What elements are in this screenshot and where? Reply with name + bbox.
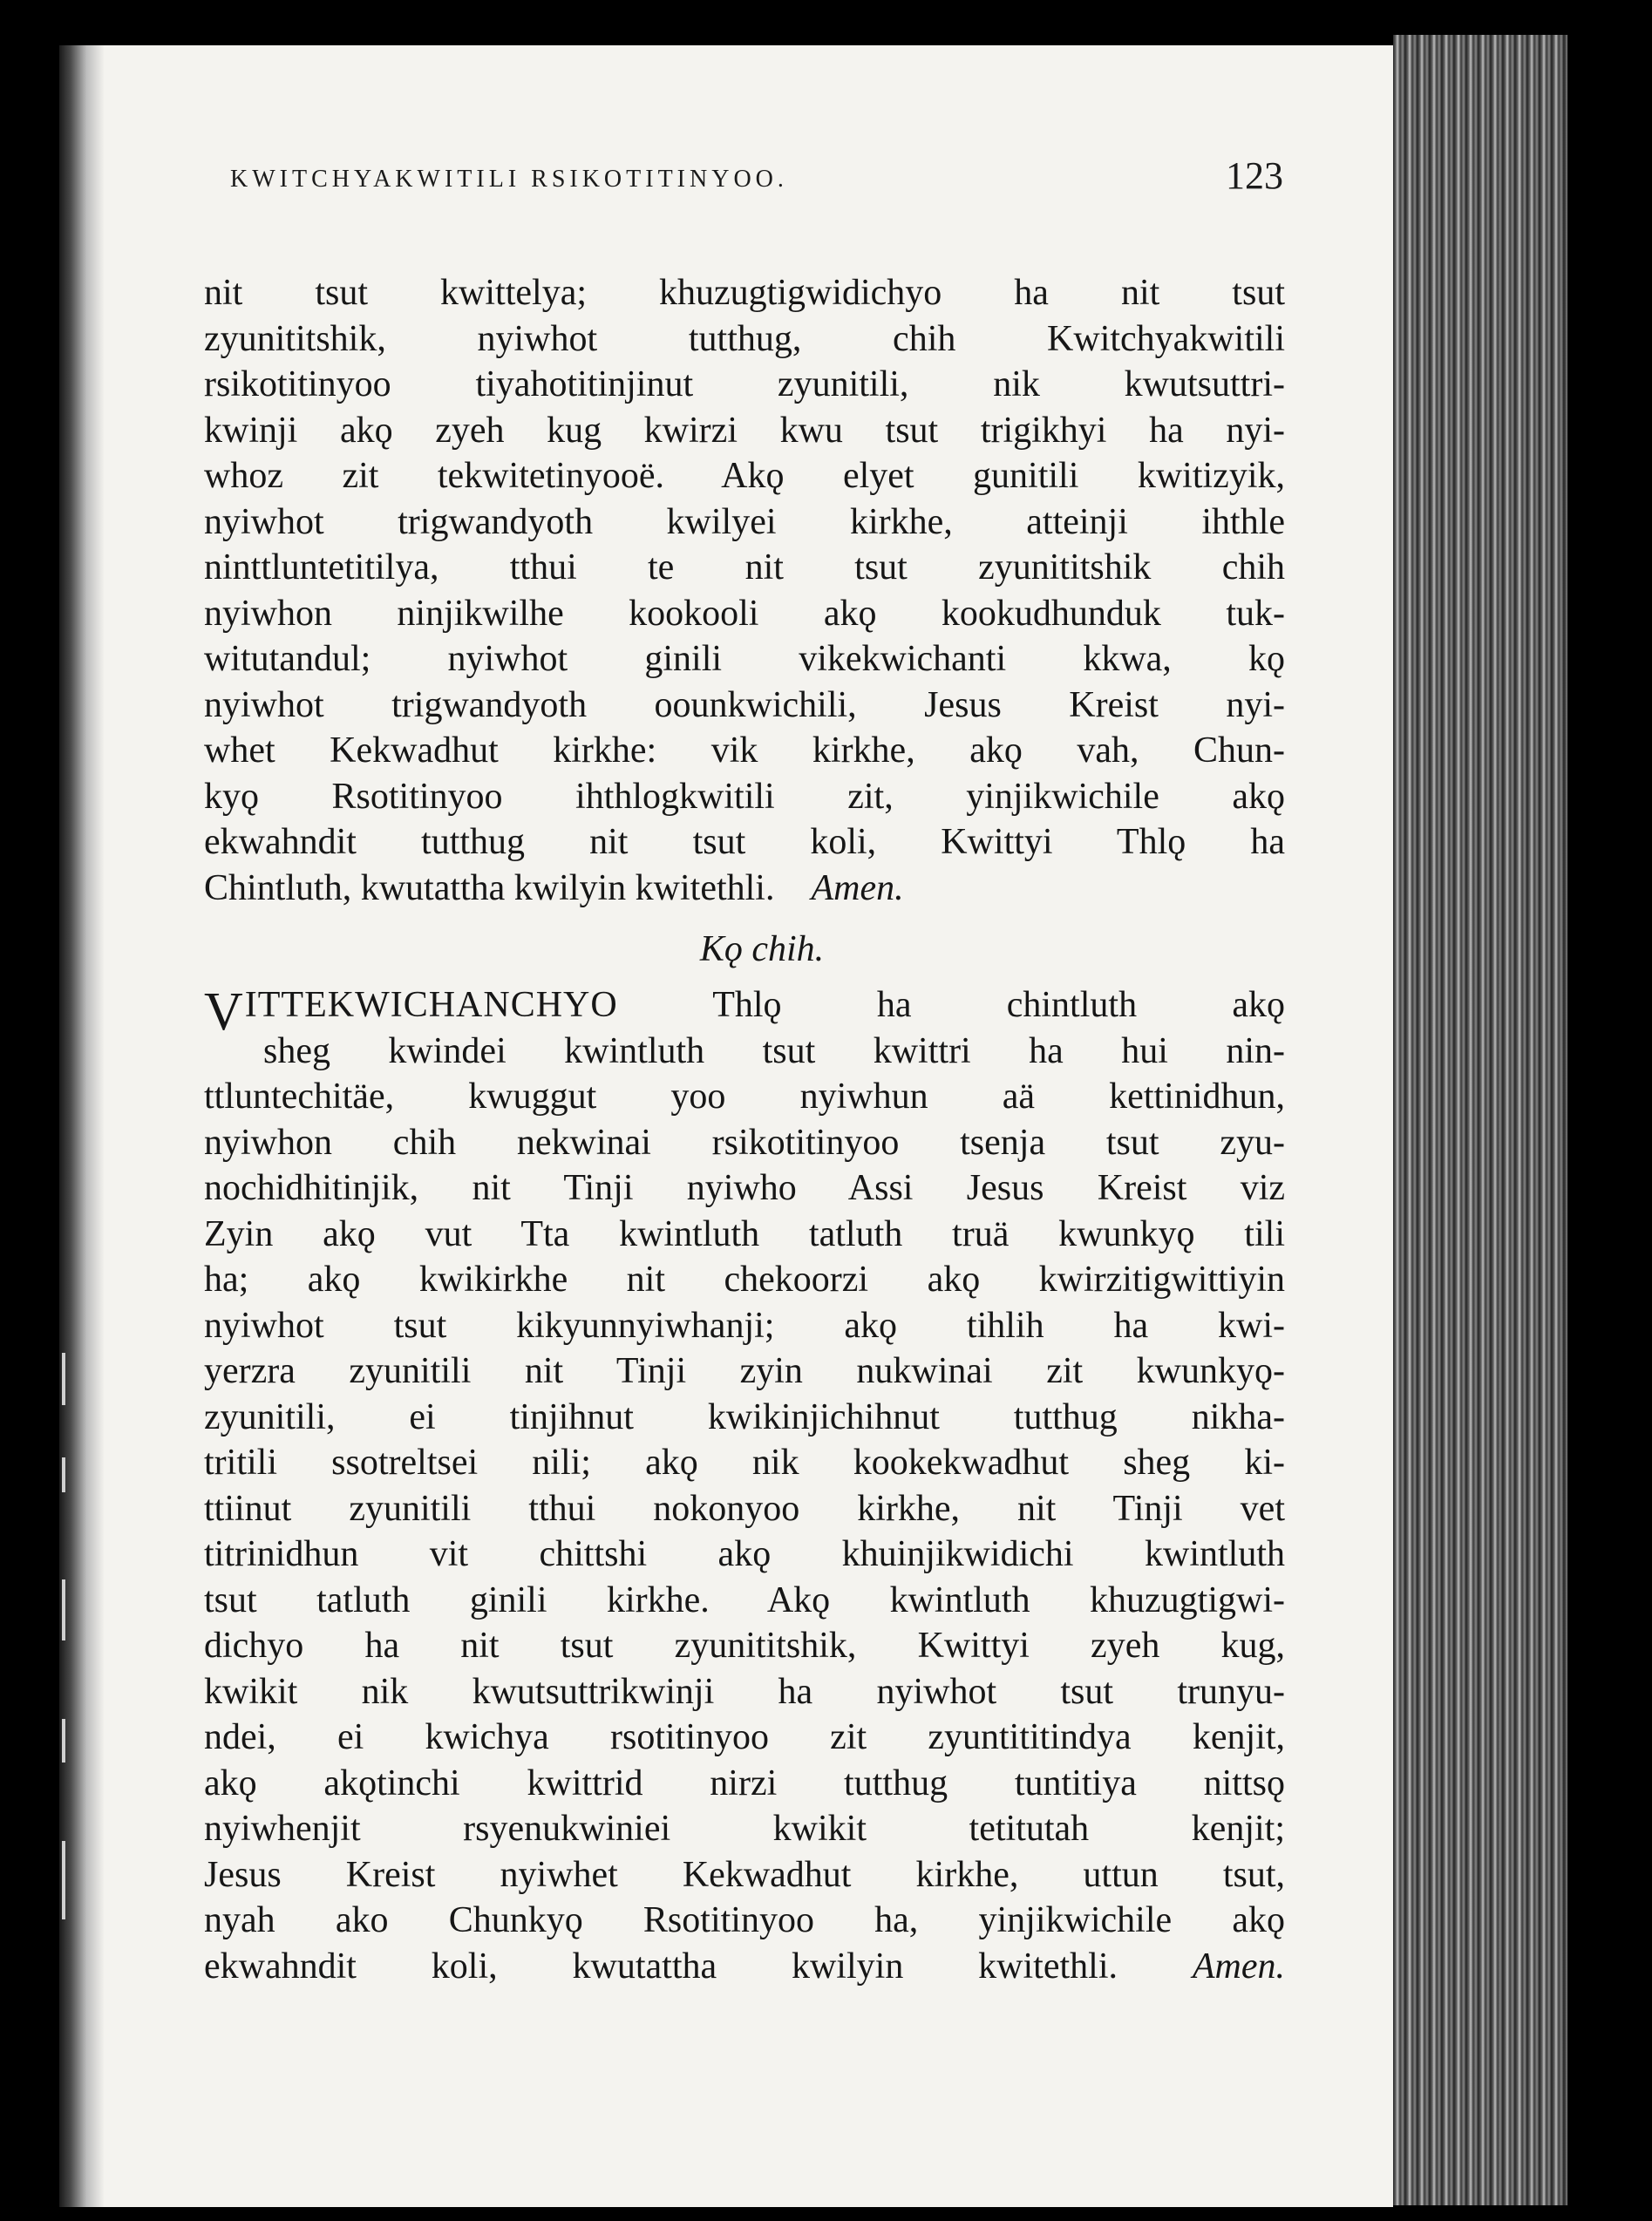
text-line: nyah ako Chunkyǫ Rsotitinyoo ha, yinjikwichile akǫ [204, 1900, 1285, 1940]
paragraph-2 [204, 982, 1285, 1989]
text-line: zyunititshik, nyiwhot tutthug, chih Kwitchyakwitili [204, 318, 1285, 359]
text-line: tritili ssotreltsei nili; akǫ nik kookekwadhut sheg ki- [204, 1443, 1285, 1483]
section-heading: Kǫ chih. [699, 929, 825, 969]
small-caps-word: ITTEKWICHANCHYO [244, 985, 618, 1025]
text-line: kwinji akǫ zyeh kug kwirzi kwu tsut trigikhyi ha nyi- [204, 410, 1285, 451]
text-line: whet Kekwadhut kirkhe: vik kirkhe, akǫ vah, Chun- [204, 730, 1285, 771]
text-line: nyiwhot trigwandyoth oounkwichili, Jesus Kreist nyi- [204, 684, 1285, 725]
text-line: nyiwhenjit rsyenukwiniei kwikit tetitutah kenjit; [204, 1809, 1285, 1849]
text-line: dichyo ha nit tsut zyunititshik, Kwittyi zyeh kug, [204, 1626, 1285, 1666]
page-edge-marks [59, 1353, 70, 2050]
text-line: Jesus Kreist nyiwhet Kekwadhut kirkhe, uttun tsut, [204, 1854, 1285, 1895]
text-line: Zyin akǫ vut Tta kwintluth tatluth truä kwunkyǫ tili [204, 1213, 1285, 1254]
drop-cap: V [204, 982, 243, 1042]
closing-text: Chintluth, kwutattha kwilyin kwitethli. [204, 867, 775, 908]
body-text [204, 270, 1285, 1989]
text-line: ekwahndit tutthug nit tsut koli, Kwittyi Thlǫ ha [204, 822, 1285, 862]
text-line: kwikit nik kwutsuttrikwinji ha nyiwhot tsut trunyu- [204, 1671, 1285, 1712]
amen-text: Amen. [1192, 1946, 1285, 1987]
text-fragment: Thlǫ ha chintluth akǫ [712, 985, 1285, 1025]
text-line: ttiinut zyunitili tthui nokonyoo kirkhe, nit Tinji vet [204, 1488, 1285, 1529]
text-line-final [204, 866, 1285, 912]
text-line-dropcap [204, 982, 1285, 1042]
text-line: kyǫ Rsotitinyoo ihthlogkwitili zit, yinjikwichile akǫ [204, 776, 1285, 817]
text-line: ndei, ei kwichya rsotitinyoo zit zyuntititindya kenjit, [204, 1717, 1285, 1757]
text-line: akǫ akǫtinchi kwittrid nirzi tutthug tuntitiya nittsǫ [204, 1763, 1285, 1803]
running-head-title: KWITCHYAKWITILI RSIKOTITINYOO. [230, 166, 788, 193]
text-line: ninttluntetitilya, tthui te nit tsut zyunititshik chih [204, 547, 1285, 588]
text-line: witutandul; nyiwhot ginili vikekwichanti kkwa, kǫ [204, 639, 1285, 679]
text-line: rsikotitinyoo tiyahotitinjinut zyunitili, nik kwutsuttri- [204, 364, 1285, 404]
text-line: tsut tatluth ginili kirkhe. Akǫ kwintluth khuzugtigwi- [204, 1579, 1285, 1620]
text-line: yerzra zyunitili nit Tinji zyin nukwinai zit kwunkyǫ- [204, 1351, 1285, 1391]
text-line: ha; akǫ kwikirkhe nit chekoorzi akǫ kwirzitigwittiyin [204, 1260, 1285, 1300]
text-line: zyunitili, ei tinjihnut kwikinjichihnut tutthug nikha- [204, 1396, 1285, 1437]
page-number: 123 [1226, 154, 1283, 197]
book-page [59, 45, 1393, 2207]
text-line: titrinidhun vit chittshi akǫ khuinjikwidichi kwintluth [204, 1534, 1285, 1574]
text-line: nochidhitinjik, nit Tinji nyiwho Assi Jesus Kreist viz [204, 1168, 1285, 1208]
text-line: nyiwhon ninjikwilhe kookooli akǫ kookudhunduk tuk- [204, 593, 1285, 634]
text-line: ttluntechitäe, kwuggut yoo nyiwhun aä kettinidhun, [204, 1077, 1285, 1117]
text-line: nyiwhon chih nekwinai rsikotitinyoo tsenja tsut zyu- [204, 1122, 1285, 1163]
paragraph-1 [204, 270, 1285, 911]
running-head [221, 150, 1292, 202]
amen-text: Amen. [811, 867, 904, 908]
text-line-final [204, 1944, 1285, 1990]
text-line: sheg kwindei kwintluth tsut kwittri ha hui nin- [263, 1030, 1285, 1071]
text-line: nit tsut kwittelya; khuzugtigwidichyo ha nit tsut [204, 273, 1285, 313]
text-line: whoz zit tekwitetinyooë. Akǫ elyet gunitili kwitizyik, [204, 456, 1285, 496]
text-line: nyiwhot trigwandyoth kwilyei kirkhe, atteinji ihthle [204, 501, 1285, 542]
closing-text: ekwahndit koli, kwutattha kwilyin kwitethli. [204, 1946, 1118, 1987]
text-line: nyiwhot tsut kikyunnyiwhanji; akǫ tihlih ha kwi- [204, 1305, 1285, 1346]
page-fore-edge [1393, 35, 1567, 2205]
